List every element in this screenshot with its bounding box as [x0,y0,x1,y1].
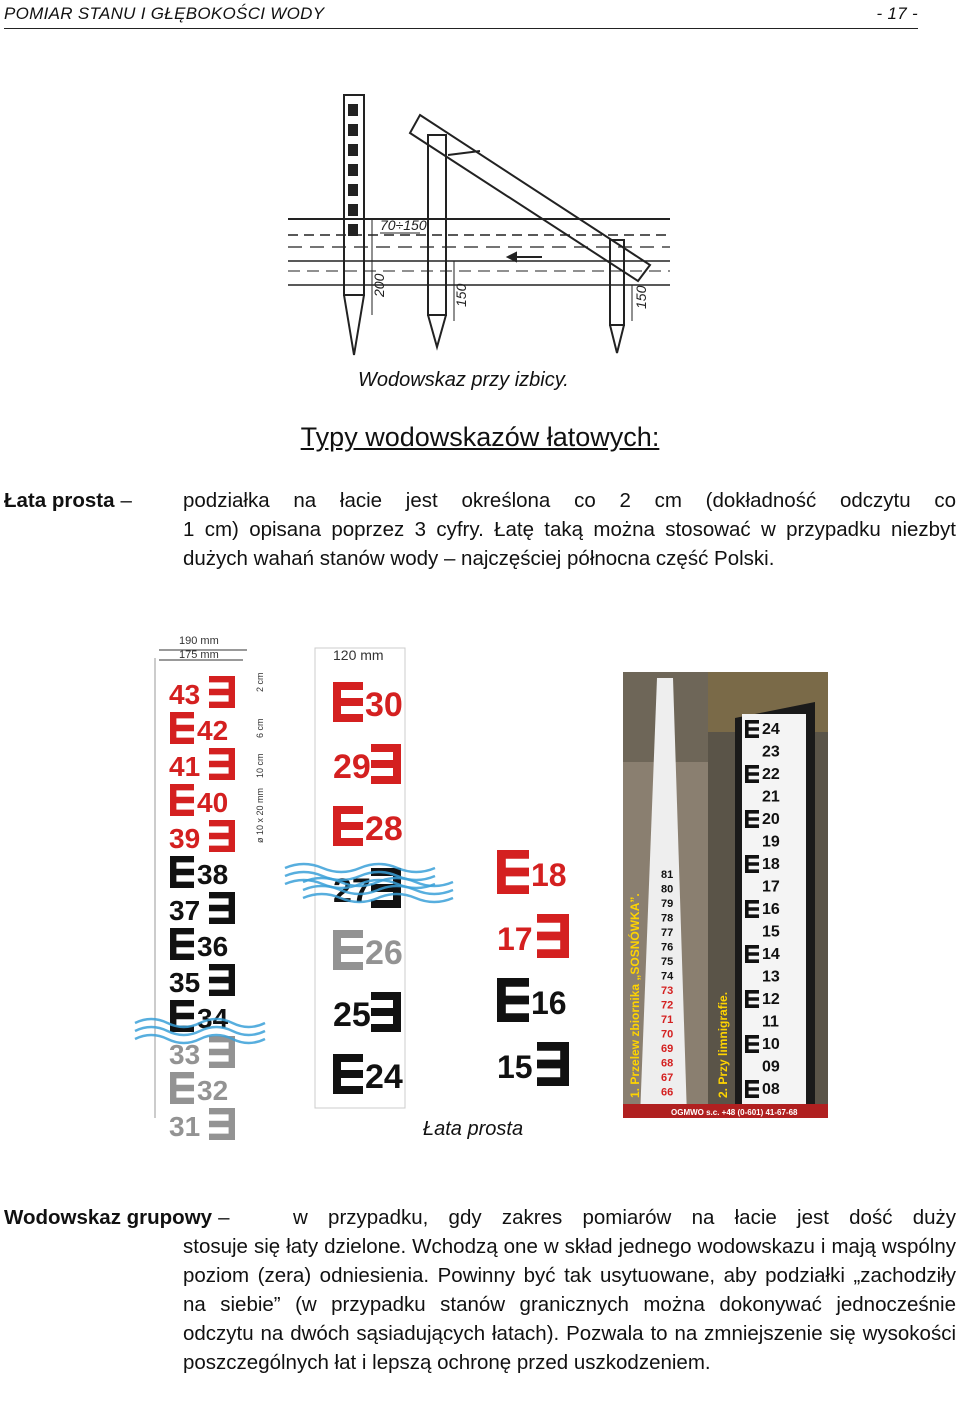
photo-1-number: 80 [661,883,674,896]
staff-1-number: 32 [197,1075,229,1106]
staff-1-number: 39 [169,823,201,854]
photo-2-number: 10 [762,1036,780,1053]
header-title: POMIAR STANU I GŁĘBOKOŚCI WODY [4,4,325,23]
photo-2-number: 11 [762,1013,779,1031]
photo-footer-text: OGMWO s.c. +48 (0-601) 41-67-68 [671,1108,798,1117]
photo-2-number: 20 [762,811,780,828]
dimension-label-2: 150 [453,283,469,307]
staff-1-division [170,1072,228,1106]
dimension-label-175: 175 mm [179,649,219,661]
definition-wodowskaz-grupowy [4,1203,956,1377]
definition-text: stosuje się łaty dzielone. Wchodzą one w skład jednego wodowskazu i mają wspólny poziom (zera) odniesienia. Powinny być tak usytuowane, aby podziałki „zachodziły na siebie” (w przypadku stanów granicznych można dokonywać jednocześnie odczytu na dwóch sąsiadujących łatach). Pozwala to na zmniejszenie się wysokości poszczególnych łat i lepszą ochronę przed uszkodzeniem. [183,1235,956,1374]
figure-water-gauge-drawing [280,85,680,360]
staff-2-mark [371,744,401,784]
photo-2-number: 21 [762,788,780,806]
dimension-label-190: 190 mm [179,635,219,647]
staff-1-e-mark [170,712,194,744]
photo-1-number: 78 [661,912,674,925]
photo-1-number: 77 [661,927,674,939]
staff-3-division [497,1042,569,1086]
photo-1-number: 74 [661,970,674,983]
staff-2-division [333,744,401,786]
term-lata-prosta: Łata prosta – [4,489,132,512]
figure2-caption: Łata prosta [423,1118,524,1140]
photo-2-number: 15 [762,923,780,941]
staff-1-division [169,820,235,854]
staff-3-division [497,978,567,1022]
staff-2-number: 25 [333,996,371,1034]
photo-2-number: 12 [762,991,780,1008]
staff-1-division [170,856,228,890]
staff-2-division [333,806,403,848]
staff-1-division [170,928,228,962]
side-dimension-label: 2 cm [255,672,265,692]
photo-2-number: 22 [762,766,780,783]
photo-2-e-mark [745,855,759,873]
photo-1-number: 66 [661,1086,674,1099]
photo-1-number: 67 [661,1072,674,1084]
staff-2-e-mark [333,682,363,722]
staff-1-division [169,1036,235,1070]
staff-1-e-mark [170,1072,194,1104]
photo-1-number: 73 [661,985,674,997]
staff-2-division [333,992,401,1034]
staff-3 [497,850,569,1086]
definition-first-line: w przypadku, gdy zakres pomiarów na łacie jest dość duży [293,1206,956,1229]
staff-2-number: 28 [365,810,403,848]
staff-1-number: 41 [169,751,201,782]
staff-1-mark [209,676,235,708]
photo-2-number: 24 [762,721,780,738]
photo-1-number: 71 [661,1014,674,1026]
staff-2-division [333,682,403,724]
staff-1-mark [209,748,235,780]
staff-1-division [169,892,235,926]
staff-1-e-mark [170,784,194,816]
photo-2-e-mark [745,810,759,828]
side-dimension-label: ø 10 x 20 mm [255,787,265,843]
side-dimension-label: 10 cm [255,753,265,778]
staff-1 [155,635,265,1142]
term-wodowskaz-grupowy: Wodowskaz grupowy – [4,1206,230,1229]
photo-1-number: 75 [661,956,674,968]
staff-2-mark [371,992,401,1032]
staff-2-number: 29 [333,748,371,786]
staff-2-dimension-label: 120 mm [333,647,384,663]
photo-1-number: 79 [661,898,674,910]
photo-2-number: 23 [762,743,780,761]
photo-2-e-mark [745,900,759,918]
staff-1-mark [209,1036,235,1068]
staff-3-mark [537,914,569,958]
photo-1-number: 69 [661,1043,674,1055]
staff-1-mark [209,1108,235,1140]
photo-1-label: 1. Przelew zbiornika „SOSNÓWKA”. [628,893,642,1098]
staff-1-division [169,748,235,782]
staff-2-number: 27 [333,872,371,910]
staff-1-division [170,784,228,818]
photo-2-e-mark [745,990,759,1008]
photo-2-number: 13 [762,968,780,986]
staff-3-division [497,850,567,894]
staff-1-number: 31 [169,1111,201,1142]
photo-2-e-mark [745,1035,759,1053]
photo-2-number: 16 [762,901,780,918]
photo-1-number: 81 [661,869,674,881]
staff-3-number: 16 [531,985,567,1021]
staff-1-division [170,712,228,746]
staff-1-number: 38 [197,859,229,890]
staff-2-number: 26 [365,934,403,972]
photo-2-number: 09 [762,1058,780,1076]
photo-2-label: 2. Przy limnigrafie. [716,991,730,1098]
photo-2-e-mark [745,720,759,738]
staff-1-division [169,676,235,710]
staff-2-e-mark [333,930,363,970]
definition-first-line: podziałka na łacie jest określona co 2 cm (dokładność odczytu co [183,489,956,512]
staff-3-e-mark [497,978,529,1022]
photo-2-number: 08 [762,1081,780,1098]
dimension-label-3: 150 [633,285,649,309]
photo-1 [623,672,708,1117]
photo-1-number: 76 [661,941,674,954]
staff-1-number: 34 [197,1003,229,1034]
staff-3-e-mark [497,850,529,894]
staff-2-e-mark [333,806,363,846]
dimension-label-1: 200 [371,273,387,297]
photo-2-e-mark [745,1080,759,1098]
photo-1-number: 70 [661,1028,674,1041]
staff-2-e-mark [333,1054,363,1094]
photo-2-number: 18 [762,856,780,873]
staff-1-number: 35 [169,967,201,998]
staff-2-number: 30 [365,686,403,724]
photo-2-e-mark [745,945,759,963]
staff-1-division [170,1000,229,1034]
staff-3-division [497,914,569,958]
photo-2-number: 19 [762,833,780,851]
staff-1-e-mark [170,856,194,888]
staff-3-number: 18 [531,857,567,893]
photo-1-number: 68 [661,1057,674,1070]
staff-2-division [333,1054,403,1096]
definition-text: 1 cm) opisana poprzez 3 cyfry. Łatę taką można stosować w przypadku niezbyt dużych wahań stanów wody – najczęściej północna część Polski. [183,518,956,570]
page-header [4,4,918,29]
staff-3-number: 15 [497,1049,533,1085]
staff-1-e-mark [170,928,194,960]
staff-1-number: 40 [197,787,229,818]
page-number: - 17 - [876,4,918,23]
staff-1-division [169,1108,235,1142]
staff-1-number: 37 [169,895,201,926]
photo-2-e-mark [745,765,759,783]
photo-2-number: 14 [762,946,780,963]
staff-1-number: 33 [169,1039,201,1070]
staff-1-number: 43 [169,679,201,710]
photo-2-number: 17 [762,878,780,896]
staff-1-mark [209,820,235,852]
photo-1-number: 72 [661,999,674,1012]
side-dimension-label: 6 cm [255,718,265,738]
section-title: Typy wodowskazów łatowych: [300,422,660,452]
figure1-caption: Wodowskaz przy izbicy. [358,369,569,391]
staff-3-number: 17 [497,921,533,957]
staff-1-division [169,964,235,998]
definition-lata-prosta [4,486,956,573]
staff-3-mark [537,1042,569,1086]
range-label: 70÷150 [380,217,427,233]
staff-1-number: 42 [197,715,229,746]
staff-1-mark [209,964,235,996]
staff-2-division [333,930,403,972]
staff-1-mark [209,892,235,924]
staff-2-number: 24 [365,1058,403,1096]
staff-1-number: 36 [197,931,229,962]
